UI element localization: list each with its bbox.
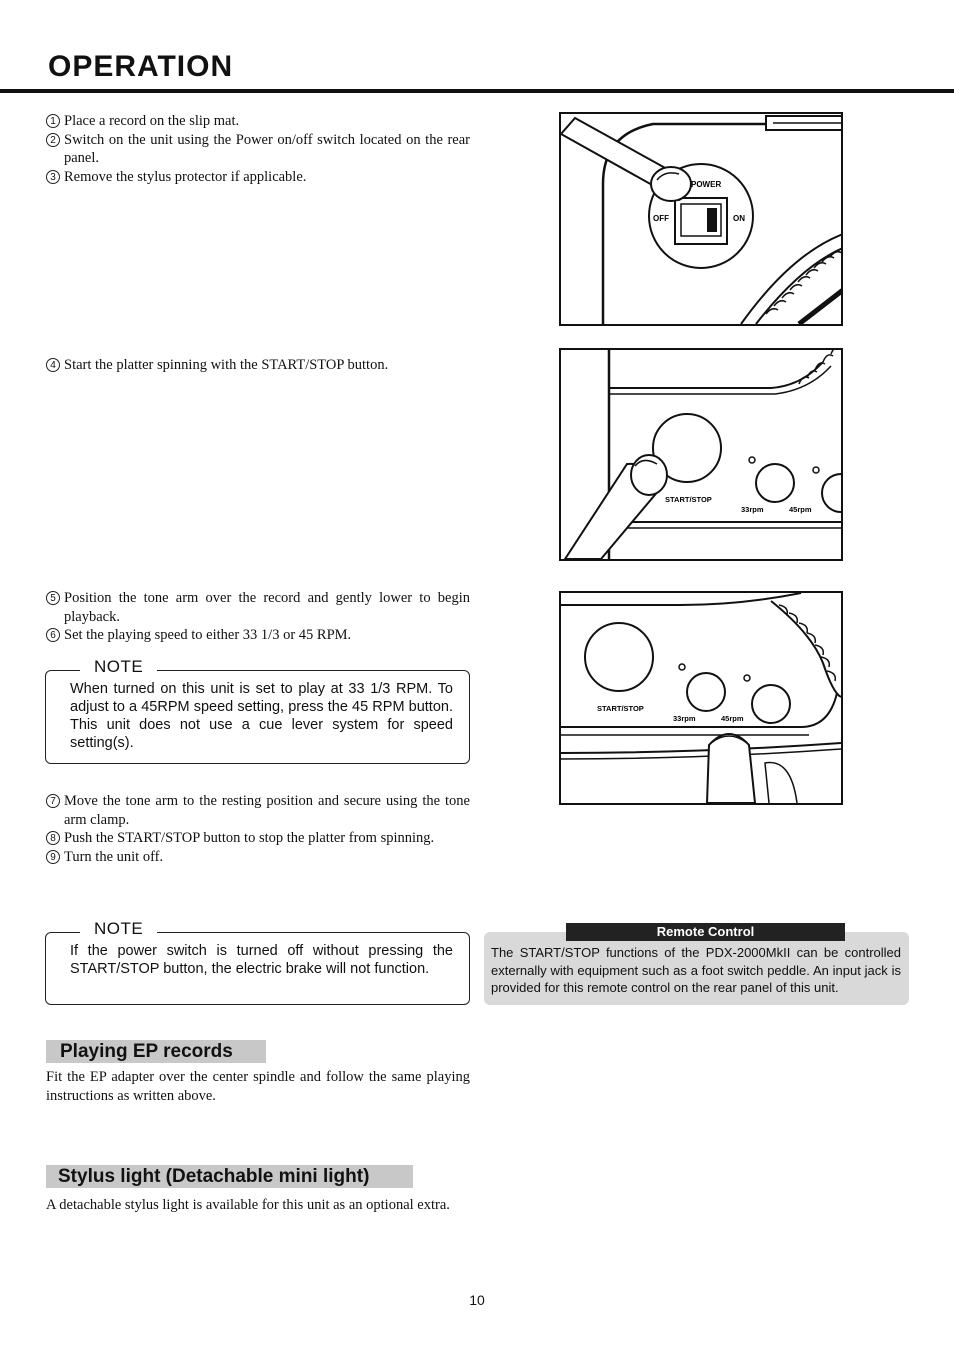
page-title: OPERATION	[48, 50, 234, 83]
step-item	[46, 626, 470, 645]
note-label: NOTE	[80, 658, 157, 676]
off-label: OFF	[653, 214, 669, 223]
remote-control-text: The START/STOP functions of the PDX-2000MkII can be controlled externally with equipment such as a foot switch peddle. An input jack is provided for this remote control on the rear panel of this unit.	[491, 945, 901, 995]
remote-control-label: Remote Control	[566, 923, 845, 941]
step-item	[46, 848, 470, 867]
step-item	[46, 356, 470, 375]
step-text: Remove the stylus protector if applicable.	[64, 168, 307, 185]
note-brake	[45, 919, 470, 1005]
step-item	[46, 829, 470, 848]
section-heading-stylus: Stylus light (Detachable mini light)	[46, 1165, 413, 1188]
steps-group-2	[46, 356, 470, 375]
step-text: Set the playing speed to either 33 1/3 or 45 RPM.	[64, 627, 352, 643]
step-number: 3	[46, 170, 60, 184]
step-number: 6	[46, 628, 60, 642]
step-text: Position the tone arm over the record and gently lower to begin playback.	[64, 590, 470, 625]
step-number: 1	[46, 114, 60, 128]
start-stop-label: START/STOP	[597, 704, 644, 713]
steps-group-1	[46, 112, 470, 186]
title-rule	[0, 89, 954, 93]
step-number: 7	[46, 794, 60, 808]
step-item	[46, 131, 470, 168]
steps-group-4	[46, 792, 470, 866]
step-text: Switch on the unit using the Power on/off switch located on the rear panel.	[64, 131, 470, 166]
step-text: Turn the unit off.	[64, 848, 164, 865]
step-item	[46, 792, 470, 829]
start-stop-label: START/STOP	[665, 495, 712, 504]
rpm-45-label: 45rpm	[721, 714, 744, 723]
step-number: 5	[46, 591, 60, 605]
note-text: When turned on this unit is set to play at 33 1/3 RPM. To adjust to a 45RPM speed setting, press the 45 RPM button. This unit does not use a cue lever system for speed setting(s).	[70, 681, 453, 751]
step-text: Move the tone arm to the resting position and secure using the tone arm clamp.	[64, 793, 470, 828]
note-text: If the power switch is turned off without pressing the START/STOP button, the electric brake will not function.	[70, 943, 453, 977]
section-text-ep: Fit the EP adapter over the center spindle and follow the same playing instructions as written above.	[46, 1069, 470, 1104]
rpm-33-label: 33rpm	[673, 714, 696, 723]
figure-speed-select	[559, 591, 843, 805]
note-label: NOTE	[80, 920, 157, 938]
step-item	[46, 168, 470, 187]
step-number: 8	[46, 831, 60, 845]
power-label: POWER	[691, 180, 722, 189]
step-number: 4	[46, 358, 60, 372]
section-text-stylus: A detachable stylus light is available for this unit as an optional extra.	[46, 1197, 450, 1213]
rpm-33-label: 33rpm	[741, 505, 764, 514]
remote-control-box	[484, 932, 909, 1005]
page-number: 10	[469, 1292, 485, 1308]
step-text: Push the START/STOP button to stop the platter from spinning.	[64, 830, 435, 846]
figure-power-switch	[559, 112, 843, 326]
steps-group-3	[46, 589, 470, 645]
section-heading-ep: Playing EP records	[46, 1040, 266, 1063]
step-item	[46, 589, 470, 626]
on-label: ON	[733, 214, 745, 223]
step-text: Place a record on the slip mat.	[64, 113, 240, 129]
figure-start-stop	[559, 348, 843, 561]
step-number: 9	[46, 850, 60, 864]
step-number: 2	[46, 133, 60, 147]
step-item	[46, 112, 470, 131]
step-text: Start the platter spinning with the START/STOP button.	[64, 357, 389, 373]
rpm-45-label: 45rpm	[789, 505, 812, 514]
note-speed	[45, 657, 470, 764]
